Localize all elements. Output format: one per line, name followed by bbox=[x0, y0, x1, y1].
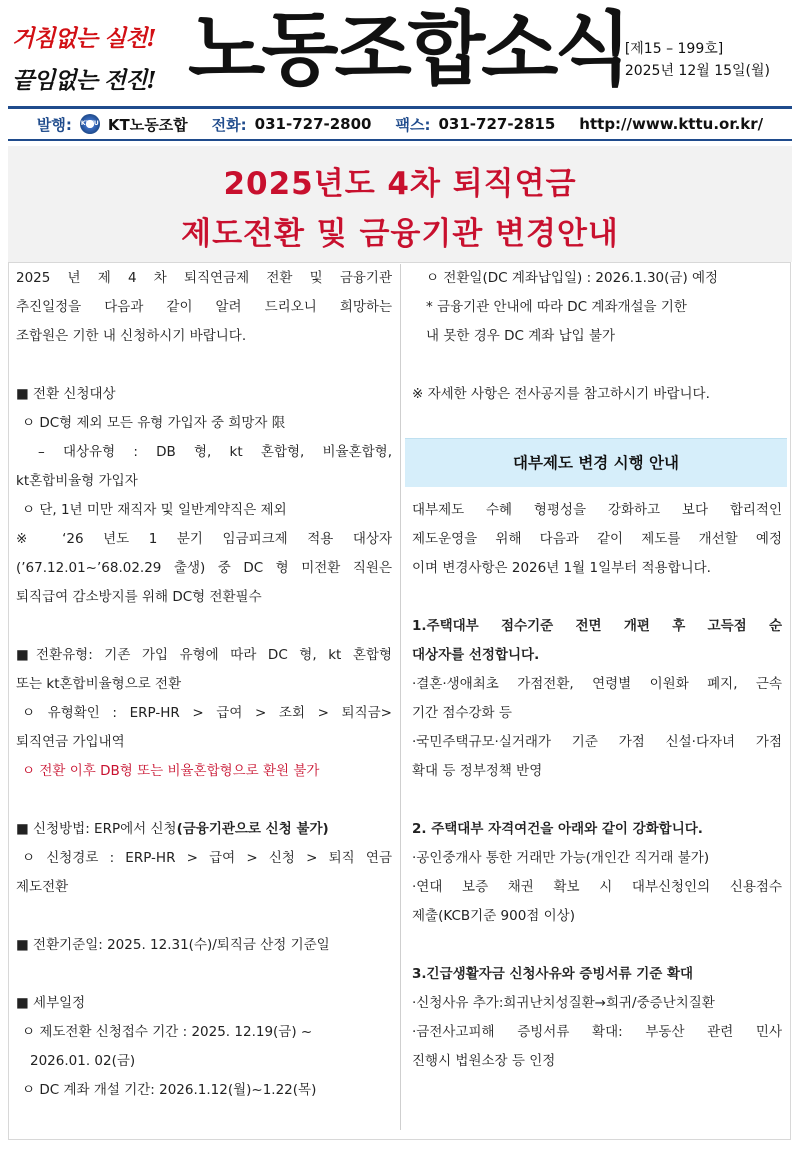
section-bullet: 확대 등 정부정책 반영 bbox=[412, 763, 543, 779]
header-rule-top bbox=[8, 106, 792, 109]
note-line: (’67.12.01~’68.02.29 출생) 중 DC 형 미전환 직원은 bbox=[16, 560, 392, 576]
type-line: ■전환유형: 기존 가입 유형에 따라 DC 형, kt 혼합형 bbox=[16, 647, 392, 663]
fax-number: 031-727-2815 bbox=[438, 115, 556, 133]
section-bullet: 기간 점수강화 등 bbox=[412, 705, 512, 721]
section-bullet: ·신청사유 추가:희귀난치성질환→희귀/중증난치질환 bbox=[412, 995, 715, 1011]
target-item: ㅇ DC형 제외 모든 유형 가입자 중 희망자 限 bbox=[22, 415, 286, 431]
newsletter-header bbox=[0, 0, 800, 108]
loan-section-heading: 대부제도 변경 시행 안내 bbox=[405, 438, 787, 487]
note-line: ※ ‘26 년도 1 분기 임금피크제 적용 대상자 bbox=[16, 531, 392, 547]
target-heading: ■ 전환 신청대상 bbox=[16, 386, 116, 402]
schedule-item: ㅇ DC 계좌 개설 기간: 2026.1.12(월)~1.22(목) bbox=[22, 1082, 317, 1098]
method-line bbox=[16, 815, 392, 844]
schedule-item: ㅇ 전환일(DC 계좌납입일) : 2026.1.30(금) 예정 bbox=[426, 270, 719, 286]
type-warning: ㅇ 전환 이후 DB형 또는 비율혼합형으로 환원 불가 bbox=[22, 763, 320, 779]
schedule-heading: ■ 세부일정 bbox=[16, 995, 86, 1011]
phone-label: 전화: bbox=[211, 115, 247, 134]
loan-intro-line: 이며 변경사항은 2026년 1월 1일부터 적용합니다. bbox=[412, 560, 711, 576]
article-title-line2: 제도전환 및 금융기관 변경안내 bbox=[181, 216, 619, 252]
section-bullet: ·결혼·생애최초 가점전환, 연령별 이원화 폐지, 근속 bbox=[412, 676, 782, 692]
intro-line: 2025 년 제 4 차 퇴직연금제 전환 및 금융기관 bbox=[16, 270, 392, 286]
issue-number: [제15 – 199호] bbox=[624, 41, 724, 57]
slogan-bottom: 끝임없는 전진! bbox=[12, 67, 156, 94]
article-title-box bbox=[8, 146, 792, 262]
publisher-name: KT노동조합 bbox=[107, 115, 188, 134]
target-item: ㅇ 단, 1년 미만 재직자 및 일반계약직은 제외 bbox=[22, 502, 287, 518]
kttu-logo-icon: KTTU bbox=[80, 114, 100, 134]
section-heading: 3.긴급생활자금 신청사유와 증빙서류 기준 확대 bbox=[412, 966, 694, 982]
type-line: 퇴직연금 가입내역 bbox=[16, 734, 125, 750]
intro-line: 추진일정을 다음과 같이 알려 드리오니 희망하는 bbox=[16, 299, 392, 315]
masthead-title: 노동조합소식 bbox=[188, 3, 628, 96]
section-heading: 1.주택대부 점수기준 전면 개편 후 고득점 순 bbox=[412, 618, 782, 634]
method-bold: (금융기관으로 신청 불가) bbox=[176, 821, 329, 837]
section-heading: 2. 주택대부 자격여건을 아래와 같이 강화합니다. bbox=[412, 821, 703, 837]
section-bullet: ·연대 보증 채권 확보 시 대부신청인의 신용점수 bbox=[412, 879, 782, 895]
article-title-line1: 2025년도 4차 퇴직연금 bbox=[223, 166, 577, 202]
intro-line: 조합원은 기한 내 신청하시기 바랍니다. bbox=[16, 328, 247, 344]
schedule-note: 내 못한 경우 DC 계좌 납입 불가 bbox=[426, 328, 616, 344]
publisher-bar bbox=[8, 112, 792, 136]
section-bullet: 제출(KCB기준 900점 이상) bbox=[412, 908, 575, 924]
target-item: kt혼합비율형 가입자 bbox=[16, 473, 138, 489]
method-line: 제도전환 bbox=[16, 879, 69, 895]
column-divider bbox=[400, 264, 401, 1130]
publisher-label: 발행: bbox=[36, 115, 72, 134]
schedule-item: ㅇ 제도전환 신청접수 기간 : 2025. 12.19(금) ~ bbox=[22, 1024, 313, 1040]
section-bullet: 진행시 법원소장 등 인정 bbox=[412, 1053, 556, 1069]
fax-label: 팩스: bbox=[395, 115, 431, 134]
notice-line: ※ 자세한 사항은 전사공지를 참고하시기 바랍니다. bbox=[412, 386, 710, 402]
section-bullet: ·국민주택규모·실거래가 기준 가점 신설·다자녀 가점 bbox=[412, 734, 782, 750]
base-date-line: ■ 전환기준일: 2025. 12.31(수)/퇴직금 산정 기준일 bbox=[16, 937, 330, 953]
phone-number: 031-727-2800 bbox=[254, 115, 372, 133]
type-line: ㅇ 유형확인 : ERP-HR > 급여 > 조회 > 퇴직금> bbox=[22, 705, 392, 721]
slogan-top: 거침없는 실천! bbox=[12, 25, 156, 52]
website-link[interactable]: http://www.kttu.or.kr/ bbox=[579, 115, 764, 133]
schedule-item: 2026.01. 02(금) bbox=[30, 1053, 136, 1069]
left-column bbox=[16, 264, 392, 1105]
method-prefix: ■ 신청방법: ERP에서 신청 bbox=[16, 821, 177, 837]
section-heading: 대상자를 선정합니다. bbox=[412, 647, 540, 663]
issue-date: 2025년 12월 15일(월) bbox=[624, 63, 770, 79]
type-line: 또는 kt혼합비율형으로 전환 bbox=[16, 676, 182, 692]
issue-info bbox=[625, 38, 770, 82]
loan-intro-line: 대부제도 수혜 형평성을 강화하고 보다 합리적인 bbox=[412, 502, 782, 518]
target-item: – 대상유형 : DB 형, kt 혼합형, 비율혼합형, bbox=[38, 444, 392, 460]
schedule-note: * 금융기관 안내에 따라 DC 계좌개설을 기한 bbox=[426, 299, 687, 315]
section-bullet: ·금전사고피해 증빙서류 확대: 부동산 관련 민사 bbox=[412, 1024, 782, 1040]
loan-intro-line: 제도운영을 위해 다음과 같이 제도를 개선할 예정 bbox=[412, 531, 782, 547]
note-line: 퇴직급여 감소방지를 위해 DC형 전환필수 bbox=[16, 589, 262, 605]
header-rule-bottom bbox=[8, 139, 792, 141]
right-column bbox=[412, 264, 782, 1076]
section-bullet: ·공인중개사 통한 거래만 가능(개인간 직거래 불가) bbox=[412, 850, 710, 866]
method-line: ㅇ 신청경로 : ERP-HR > 급여 > 신청 > 퇴직 연금 bbox=[22, 850, 392, 866]
